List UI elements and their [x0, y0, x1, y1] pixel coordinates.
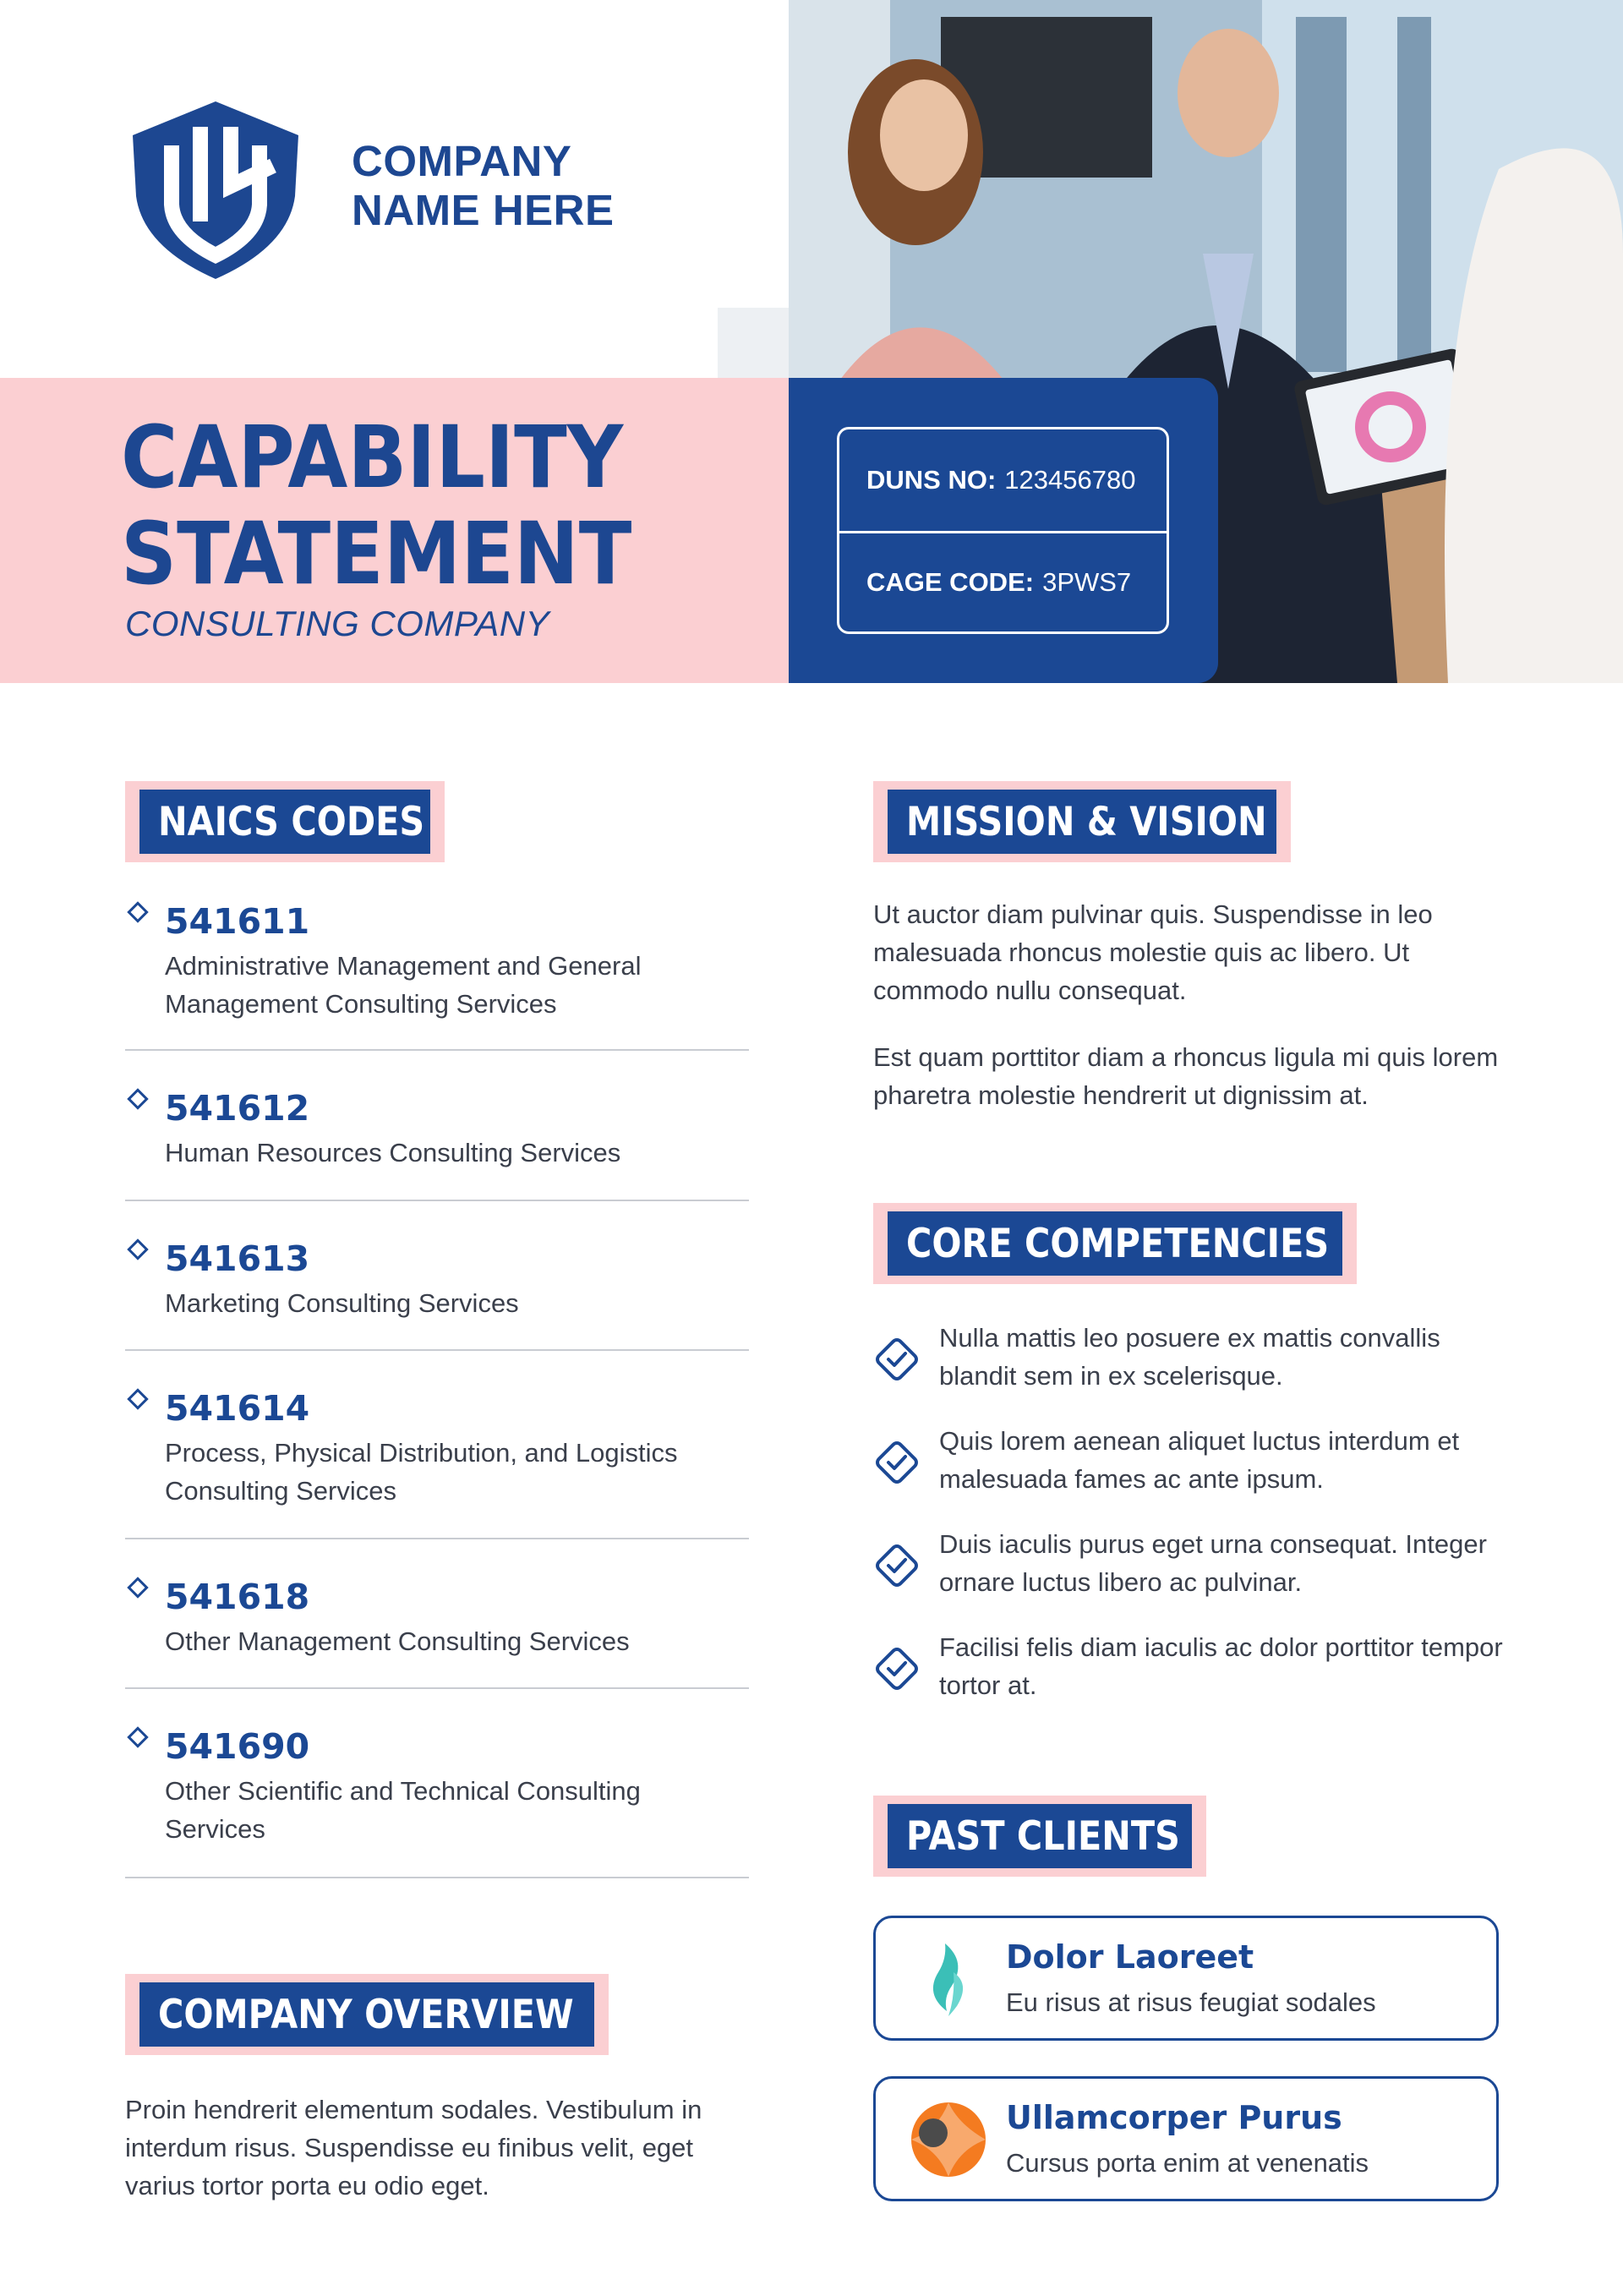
diamond-icon — [127, 1238, 148, 1260]
competency-text: Duis iaculis purus eget urna consequat. Integer ornare luctus libero ac pulvinar. — [939, 1529, 1487, 1597]
duns-row — [839, 429, 1167, 531]
naics-code: 541612 — [165, 1088, 310, 1129]
competency-item — [873, 1525, 1516, 1601]
cage-label: CAGE CODE: — [866, 566, 1035, 597]
overview-heading-label: COMPANY OVERVIEW — [158, 1991, 574, 2038]
naics-code: 541690 — [165, 1726, 310, 1767]
page-title — [121, 407, 699, 604]
naics-item — [125, 884, 749, 1051]
diamond-icon — [127, 1577, 148, 1598]
competencies-heading — [873, 1203, 1357, 1284]
naics-item — [125, 1051, 749, 1201]
cage-value: 3PWS7 — [1042, 566, 1132, 597]
competencies-list — [873, 1319, 1516, 1731]
diamond-icon — [127, 1388, 148, 1409]
naics-desc: Process, Physical Distribution, and Logistics Consulting Services — [165, 1438, 678, 1506]
company-name-line2: NAME HERE — [352, 186, 615, 234]
mission-heading — [873, 781, 1291, 862]
competencies-heading-label: CORE COMPETENCIES — [906, 1220, 1330, 1267]
naics-desc: Human Resources Consulting Services — [165, 1138, 621, 1167]
clients-heading-label: PAST CLIENTS — [906, 1812, 1180, 1860]
naics-heading — [125, 781, 445, 862]
check-diamond-icon — [873, 1645, 921, 1692]
naics-desc: Marketing Consulting Services — [165, 1288, 519, 1318]
competency-item — [873, 1628, 1516, 1704]
client-card — [873, 1916, 1499, 2041]
mission-paragraph-1: Ut auctor diam pulvinar quis. Suspendisse in leo malesuada rhoncus molestie quis ac libero. Ut commodo nullu consequat. — [873, 899, 1433, 1005]
check-diamond-icon — [873, 1439, 921, 1486]
naics-item — [125, 1201, 749, 1351]
mission-paragraph-2: Est quam porttitor diam a rhoncus ligula mi quis lorem pharetra molestie hendrerit ut dignissim at. — [873, 1042, 1499, 1110]
competency-text: Nulla mattis leo posuere ex mattis convallis blandit sem in ex scelerisque. — [939, 1323, 1440, 1391]
client-name: Ullamcorper Purus — [1006, 2099, 1342, 2136]
clients-heading — [873, 1796, 1206, 1877]
title-line1: CAPABILITY — [121, 407, 624, 508]
client-card — [873, 2076, 1499, 2201]
naics-item — [125, 1351, 749, 1539]
naics-desc: Administrative Management and General Management Consulting Services — [165, 951, 642, 1019]
naics-item — [125, 1539, 749, 1689]
teal-leaf-logo-icon — [908, 1938, 989, 2020]
orange-person-logo-icon — [908, 2099, 989, 2180]
duns-label: DUNS NO: — [866, 464, 997, 495]
overview-text: Proin hendrerit elementum sodales. Vestibulum in interdum risus. Suspendisse eu finibus velit, eget varius tortor porta eu odio eget. — [125, 2095, 702, 2200]
naics-code: 541613 — [165, 1238, 310, 1279]
competency-text: Quis lorem aenean aliquet luctus interdum et malesuada fames ac ante ipsum. — [939, 1426, 1460, 1494]
diamond-icon — [127, 1726, 148, 1747]
naics-desc: Other Scientific and Technical Consulting Services — [165, 1776, 641, 1844]
client-desc: Eu risus at risus feugiat sodales — [1006, 1987, 1376, 2017]
naics-list — [125, 884, 749, 1878]
naics-code: 541618 — [165, 1577, 310, 1617]
company-name — [352, 137, 656, 235]
naics-code: 541611 — [165, 901, 310, 942]
naics-code: 541614 — [165, 1388, 310, 1429]
client-name: Dolor Laoreet — [1006, 1938, 1254, 1976]
competency-item — [873, 1319, 1516, 1395]
diamond-icon — [127, 1088, 148, 1109]
check-diamond-icon — [873, 1336, 921, 1383]
page-subtitle: CONSULTING COMPANY — [125, 604, 550, 643]
naics-item — [125, 1689, 749, 1878]
duns-value: 123456780 — [1004, 464, 1136, 495]
diamond-icon — [127, 901, 148, 922]
client-desc: Cursus porta enim at venenatis — [1006, 2148, 1369, 2178]
cage-row — [839, 531, 1167, 632]
competency-text: Facilisi felis diam iaculis ac dolor porttitor tempor tortor at. — [939, 1632, 1503, 1700]
company-name-line1: COMPANY — [352, 137, 572, 185]
check-diamond-icon — [873, 1542, 921, 1589]
competency-item — [873, 1422, 1516, 1498]
naics-desc: Other Management Consulting Services — [165, 1626, 630, 1656]
overview-heading — [125, 1974, 609, 2055]
title-line2: STATEMENT — [121, 504, 632, 604]
company-shield-logo — [123, 95, 309, 282]
mission-heading-label: MISSION & VISION — [906, 798, 1267, 845]
id-box — [837, 427, 1169, 634]
naics-heading-label: NAICS CODES — [158, 798, 425, 845]
decorative-block — [718, 308, 789, 379]
